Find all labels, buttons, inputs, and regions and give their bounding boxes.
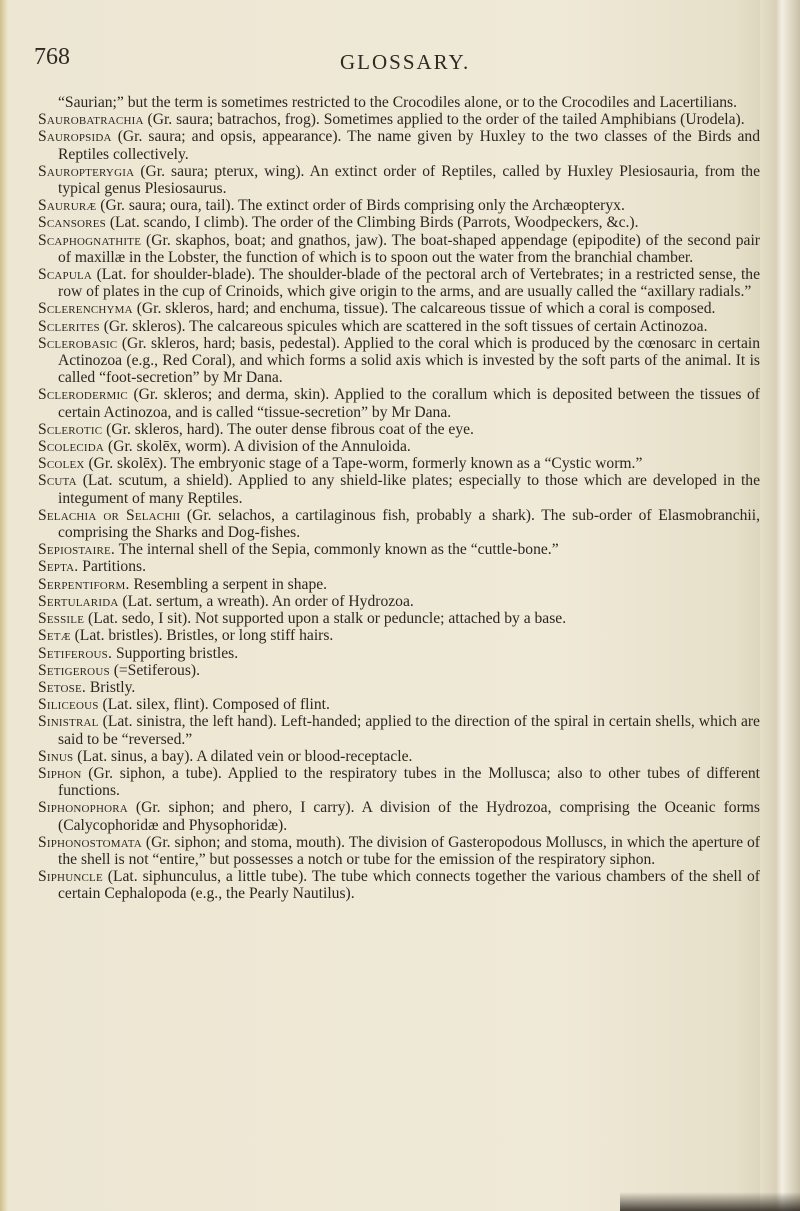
- glossary-entry: [38, 386, 760, 420]
- page-header: [34, 44, 754, 84]
- entry-definition: Partitions.: [82, 558, 146, 576]
- entry-definition: (Lat. scando, I climb). The order of the Climbing Birds (Parrots, Woodpeckers, &c.).: [109, 214, 639, 232]
- entry-term: Siphuncle: [38, 868, 103, 886]
- entry-definition: (Lat. sinistra, the left hand). Left-handed; applied to the direction of the spiral in certain shells, which are said to be “reversed.”: [58, 713, 760, 748]
- entry-definition: (Gr. saura; batrachos, frog). Sometimes applied to the order of the tailed Amphibians (Urodela).: [147, 111, 745, 129]
- glossary-entry: [38, 662, 760, 679]
- entry-definition: (Lat. silex, flint). Composed of flint.: [102, 696, 330, 714]
- entry-term: Scolex: [38, 455, 85, 473]
- entry-definition: (=Setiferous).: [113, 661, 200, 679]
- entry-term: Scuta: [38, 472, 77, 490]
- entry-definition: (Lat. siphunculus, a little tube). The tube which connects together the various chambers of the shell of certain Cephalopoda (e.g., the Pearly Nautilus).: [58, 868, 760, 903]
- entry-term: Saurobatrachia: [38, 111, 144, 129]
- entry-definition: (Gr. skaphos, boat; and gnathos, jaw). The boat-shaped appendage (epipodite) of the second pair of maxillæ in the Lobster, the function of which is to spoon out the water from the branchial chamber.: [58, 231, 760, 266]
- entry-term: Scaphognathite: [38, 231, 142, 249]
- glossary-entries: [38, 94, 760, 903]
- glossary-entry: [38, 335, 760, 387]
- entry-definition: (Gr. skleros, hard; and enchuma, tissue). The calcareous tissue of which a coral is composed.: [136, 300, 716, 318]
- entry-term: Scolecida: [38, 438, 105, 456]
- entry-term: Sepiostaire.: [38, 541, 116, 559]
- entry-term: Siphon: [38, 764, 82, 782]
- glossary-entry: [38, 214, 760, 231]
- entry-definition: (Gr. siphon; and stoma, mouth). The division of Gasteropodous Molluscs, in which the aperture of the shell is not “entire,” but possesses a notch or tube for the emission of the respiratory siphon.: [58, 833, 760, 868]
- entry-term: Scansores: [38, 214, 106, 232]
- entry-term: Sclerobasic: [38, 334, 118, 352]
- glossary-entry: [38, 576, 760, 593]
- entry-term: Sinus: [38, 747, 74, 765]
- glossary-entry: [38, 541, 760, 558]
- glossary-entry: [38, 834, 760, 868]
- glossary-entry: [38, 232, 760, 266]
- running-head: GLOSSARY.: [340, 50, 471, 74]
- glossary-entry: [38, 507, 760, 541]
- entry-term: Serpentiform.: [38, 575, 130, 593]
- entry-term: Siphonophora: [38, 799, 128, 817]
- glossary-entry: [38, 558, 760, 575]
- entry-definition: (Gr. siphon, a tube). Applied to the respiratory tubes in the Mollusca; also to other tubes of different functions.: [58, 764, 760, 800]
- glossary-entry: [38, 713, 760, 747]
- entry-definition: (Lat. sertum, a wreath). An order of Hydrozoa.: [122, 592, 414, 610]
- entry-term: Sauropterygia: [38, 162, 135, 180]
- glossary-entry: [38, 472, 760, 506]
- entry-definition: (Gr. saura; and opsis, appearance). The name given by Huxley to the two classes of the Birds and Reptiles collectively.: [58, 128, 760, 163]
- glossary-entry: [38, 610, 760, 627]
- glossary-entry: [38, 868, 760, 902]
- page-number: 768: [34, 44, 70, 70]
- entry-definition: Bristly.: [89, 678, 136, 696]
- entry-term: Sauropsida: [38, 128, 112, 146]
- entry-definition: (Gr. saura; pterux, wing). An extinct order of Reptiles, called by Huxley Plesiosauria, from the typical genus Plesiosaurus.: [58, 162, 760, 198]
- entry-definition: Supporting bristles.: [115, 644, 239, 662]
- entry-term: Sclerotic: [38, 420, 103, 438]
- page-edge: [760, 0, 800, 1211]
- glossary-entry: [38, 696, 760, 713]
- entry-term: Sclerenchyma: [38, 300, 133, 318]
- entry-definition: (Lat. sinus, a bay). A dilated vein or blood-receptacle.: [77, 747, 413, 765]
- glossary-entry: [38, 765, 760, 799]
- glossary-entry: [38, 679, 760, 696]
- entry-term: Septa.: [38, 558, 79, 576]
- entry-term: Sclerites: [38, 317, 100, 335]
- glossary-entry: [38, 318, 760, 335]
- entry-term: Siphonostomata: [38, 833, 142, 851]
- glossary-entry: [38, 455, 760, 472]
- entry-definition: (Gr. saura; oura, tail). The extinct order of Birds comprising only the Archæopteryx.: [100, 197, 625, 215]
- entry-definition: (Gr. skleros). The calcareous spicules which are scattered in the soft tissues of certain Actinozoa.: [103, 317, 708, 335]
- entry-definition: Resembling a serpent in shape.: [133, 575, 328, 593]
- entry-definition: (Gr. skleros, hard). The outer dense fibrous coat of the eye.: [106, 420, 474, 438]
- glossary-entry: [38, 300, 760, 317]
- entry-definition: (Gr. skleros, hard; basis, pedestal). Applied to the coral which is produced by the cœnosarc in certain Actinozoa (e.g., Red Coral), and which forms a solid axis which is invested by the soft parts of the animal. It is called “foot-secretion” by Mr Dana.: [58, 334, 760, 387]
- entry-term: Siliceous: [38, 696, 99, 714]
- glossary-entry: [38, 627, 760, 644]
- glossary-entry: [38, 163, 760, 197]
- entry-definition: (Gr. siphon; and phero, I carry). A division of the Hydrozoa, comprising the Oceanic forms (Calycophoridæ and Physophoridæ).: [58, 799, 760, 834]
- entry-term: Saururæ: [38, 197, 97, 215]
- entry-term: Setiferous.: [38, 644, 113, 662]
- entry-definition: (Lat. bristles). Bristles, or long stiff hairs.: [74, 627, 334, 645]
- entry-term: Setæ: [38, 627, 71, 645]
- page-shadow: [620, 1192, 800, 1211]
- glossary-entry: [38, 438, 760, 455]
- entry-term: Sertularida: [38, 592, 119, 610]
- entry-definition: The internal shell of the Sepia, commonly known as the “cuttle-bone.”: [118, 541, 559, 559]
- glossary-entry: [38, 111, 760, 128]
- entry-definition: (Gr. selachos, a cartilaginous fish, probably a shark). The sub-order of Elasmobranchii, comprising the Sharks and Dog-fishes.: [58, 506, 760, 542]
- glossary-entry: [38, 94, 760, 111]
- entry-definition: (Lat. for shoulder-blade). The shoulder-blade of the pectoral arch of Vertebrates; in a restricted sense, the row of plates in the cup of Crinoids, which give origin to the arms, and are usually called the “axillary radials.”: [58, 266, 760, 301]
- entry-term: Sessile: [38, 610, 85, 628]
- entry-definition: (Gr. skolēx). The embryonic stage of a Tape-worm, formerly known as a “Cystic worm.”: [88, 455, 643, 473]
- entry-term: Setigerous: [38, 661, 110, 679]
- entry-definition: (Lat. scutum, a shield). Applied to any shield-like plates; especially to those which are developed in the integument of many Reptiles.: [58, 472, 760, 507]
- glossary-entry: [38, 645, 760, 662]
- glossary-entry: [38, 421, 760, 438]
- glossary-entry: [38, 748, 760, 765]
- entry-term: Scapula: [38, 266, 93, 284]
- entry-term: Sinistral: [38, 713, 99, 731]
- entry-definition: (Lat. sedo, I sit). Not supported upon a stalk or peduncle; attached by a base.: [88, 610, 567, 628]
- entry-definition: (Gr. skolēx, worm). A division of the Annuloida.: [108, 438, 411, 456]
- entry-term: Selachia or Selachii: [38, 506, 181, 524]
- entry-definition: “Saurian;” but the term is sometimes restricted to the Crocodiles alone, or to the Crocodiles and Lacertilians.: [58, 94, 737, 111]
- glossary-entry: [38, 266, 760, 300]
- glossary-entry: [38, 197, 760, 214]
- glossary-entry: [38, 799, 760, 833]
- page-binding: [0, 0, 8, 1211]
- entry-term: Setose.: [38, 678, 86, 696]
- entry-term: Sclerodermic: [38, 386, 128, 404]
- entry-definition: (Gr. skleros; and derma, skin). Applied to the corallum which is deposited between the tissues of certain Actinozoa, and is called “tissue-secretion” by Mr Dana.: [58, 386, 760, 421]
- glossary-entry: [38, 593, 760, 610]
- glossary-entry: [38, 128, 760, 162]
